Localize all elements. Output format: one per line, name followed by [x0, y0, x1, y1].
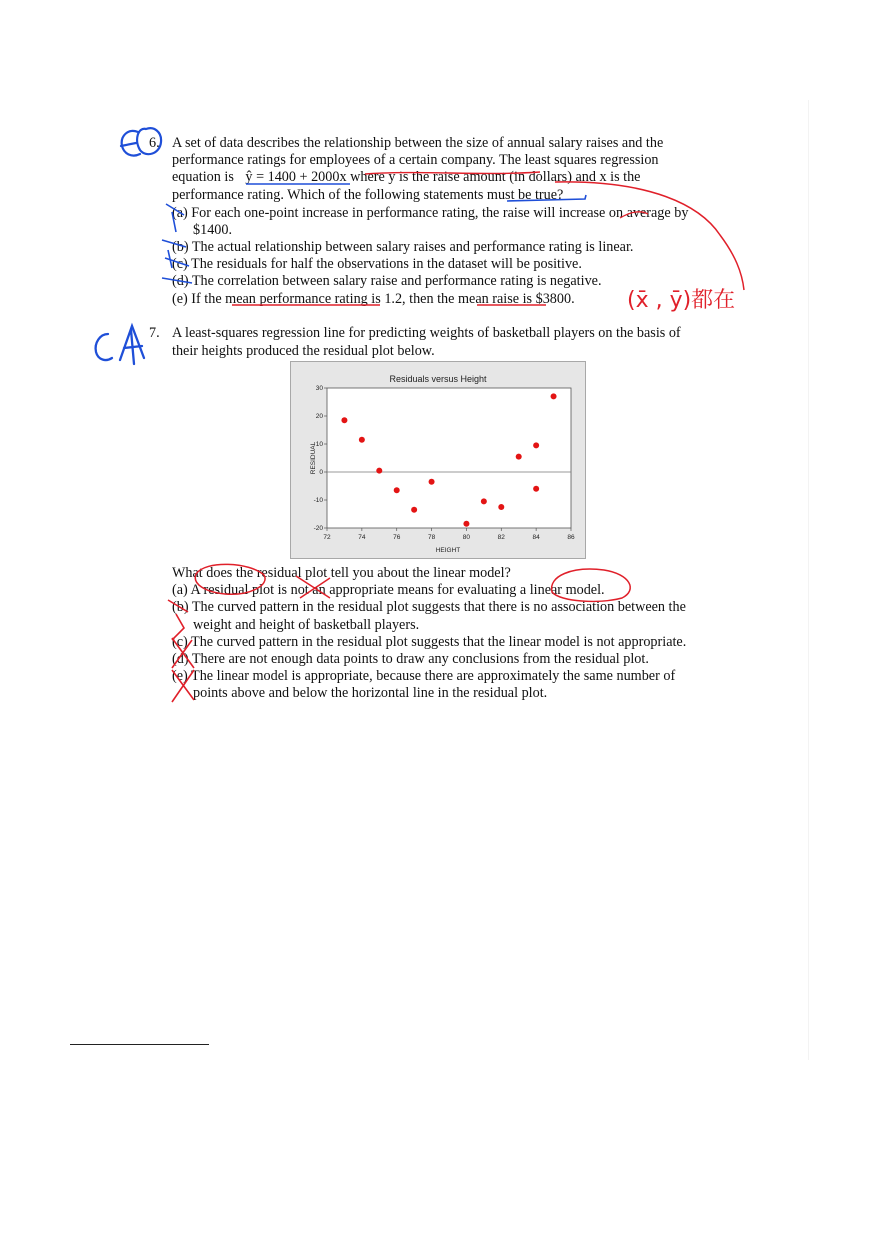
q7-option-e-cont: points above and below the horizontal line in the residual plot.	[193, 685, 548, 701]
residual-plot	[290, 361, 586, 559]
residual-plot-svg	[291, 362, 585, 558]
q7-option-a: (a) A residual plot is not an appropriate means for evaluating a linear model.	[172, 582, 605, 598]
x-tick-label: 82	[497, 534, 505, 541]
y-axis-label: RESIDUAL	[310, 441, 317, 475]
q7-extra-letter-mark	[120, 326, 144, 364]
x-tick-label: 80	[462, 534, 471, 541]
residual-point	[533, 442, 539, 448]
residual-point	[481, 498, 487, 504]
q6-option-c: (c) The residuals for half the observations in the dataset will be positive.	[172, 256, 582, 272]
chart-title: Residuals versus Height	[389, 374, 487, 384]
mean-point-note: (x̄ , ȳ)都在	[627, 288, 736, 313]
q7-stem-line-1: A least-squares regression line for predicting weights of basketball players on the basis of	[172, 325, 681, 341]
q6-stem-line-4: performance rating. Which of the following statements must be true?	[172, 187, 564, 203]
q6-stem-line-3	[172, 169, 640, 186]
residual-point	[359, 437, 365, 443]
page-edge-shadow	[808, 100, 809, 1060]
footnote-rule	[70, 1044, 209, 1045]
residual-point	[551, 393, 557, 399]
x-tick-label: 78	[427, 534, 436, 541]
q7-option-e: (e) The linear model is appropriate, because there are approximately the same number of	[172, 668, 676, 684]
q7-option-c: (c) The curved pattern in the residual plot suggests that the linear model is not appropriate.	[172, 634, 687, 650]
q6-number: 6.	[149, 135, 160, 151]
x-tick-label: 86	[567, 534, 575, 541]
residual-point	[429, 479, 435, 485]
q6-option-d: (d) The correlation between salary raise and performance rating is negative.	[172, 273, 602, 289]
q6-stem-line-1: A set of data describes the relationship between the size of annual salary raises and the	[172, 135, 664, 151]
q6-option-a: (a) For each one-point increase in performance rating, the raise will increase on average by	[172, 205, 689, 221]
residual-point	[498, 504, 504, 510]
q7-number: 7.	[149, 325, 160, 341]
x-axis-label: HEIGHT	[435, 547, 461, 554]
q7-option-b-cont: weight and height of basketball players.	[193, 617, 420, 633]
residual-point	[516, 454, 522, 460]
q7-option-b: (b) The curved pattern in the residual plot suggests that there is no association between the	[172, 599, 686, 615]
residual-point	[411, 507, 417, 513]
q6-stem-line-3-post: where y is the raise amount (in dollars) and x is the	[350, 169, 641, 185]
residual-point	[463, 521, 469, 527]
x-tick-label: 74	[358, 534, 366, 541]
q6-stem-line-3-pre: equation is	[172, 169, 234, 185]
y-tick-label: 20	[315, 413, 323, 421]
plot-area	[327, 388, 571, 528]
q6-option-a-cont: $1400.	[193, 222, 233, 238]
q7-option-d: (d) There are not enough data points to draw any conclusions from the residual plot.	[172, 651, 649, 667]
y-tick-label: 0	[319, 469, 323, 477]
residual-point	[341, 417, 347, 423]
q7-stem-line-2: their heights produced the residual plot below.	[172, 343, 435, 359]
y-tick-label: -10	[313, 497, 323, 505]
x-tick-label: 84	[532, 534, 540, 541]
x-tick-label: 76	[393, 534, 401, 541]
x-tick-label: 72	[323, 534, 331, 541]
q6-stem-line-2: performance ratings for employees of a certain company. The least squares regression	[172, 152, 659, 168]
q7-question: What does the residual plot tell you about the linear model?	[172, 565, 511, 581]
y-tick-label: -20	[313, 525, 323, 533]
q6-option-e: (e) If the mean performance rating is 1.2, then the mean raise is $3800.	[172, 291, 575, 307]
residual-point	[376, 468, 382, 474]
q6-option-b: (b) The actual relationship between salary raises and performance rating is linear.	[172, 239, 634, 255]
q6-answer-letter-mark	[121, 131, 140, 156]
regression-equation: ŷ = 1400 + 2000x	[245, 169, 347, 185]
q7-answer-letter-mark	[96, 334, 112, 360]
y-tick-label: 30	[315, 385, 323, 393]
residual-point	[394, 487, 400, 493]
residual-point	[533, 486, 539, 492]
y-tick-label: 10	[315, 441, 323, 449]
